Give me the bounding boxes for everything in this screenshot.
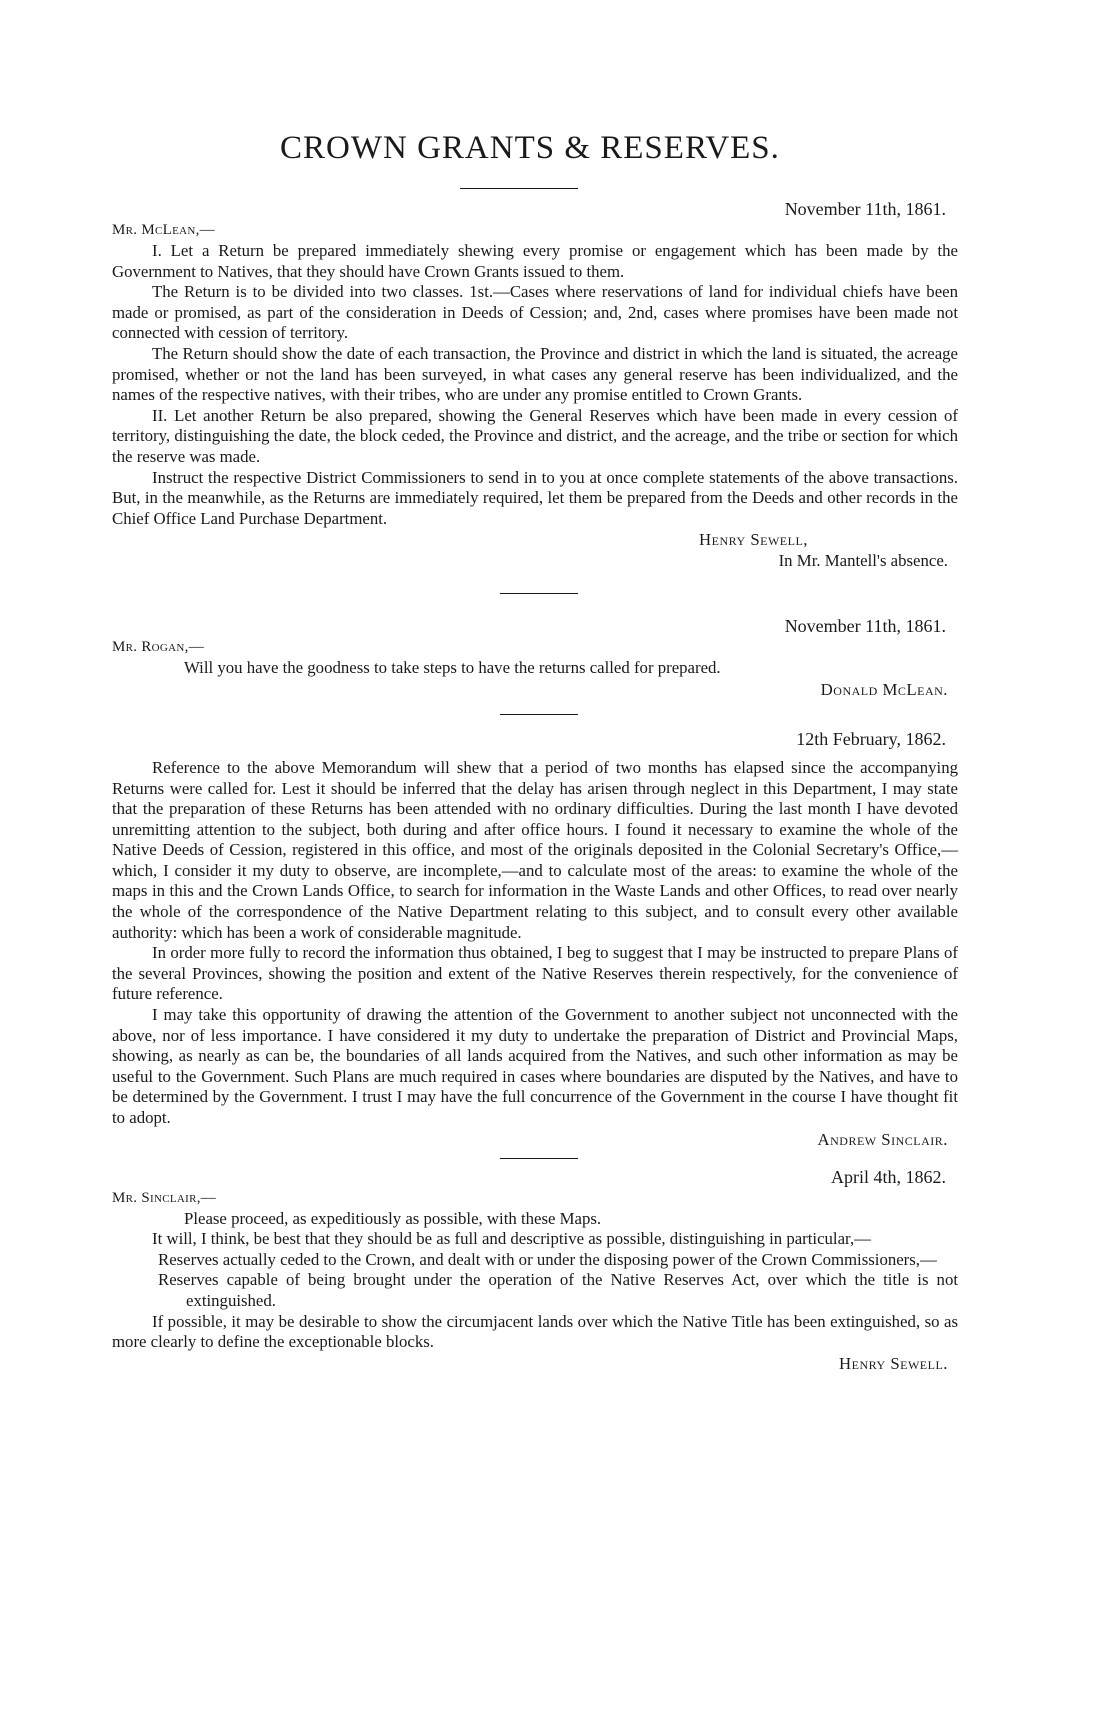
- memo-date: 12th February, 1862.: [796, 728, 946, 749]
- document-page: [112, 128, 958, 1374]
- memo-date: November 11th, 1861.: [784, 616, 946, 637]
- memo-date: April 4th, 1862.: [831, 1166, 946, 1187]
- title-divider: [460, 188, 578, 189]
- memo-addressee: Mr. Rogan,—: [112, 639, 205, 656]
- memo-signature-note: In Mr. Mantell's absence.: [778, 551, 948, 571]
- memo-paragraph: If possible, it may be desirable to show the circumjacent lands over which the Native Title has been extinguished, so as more clearly to define the exceptionable blocks.: [112, 1311, 958, 1352]
- memo-sinclair-1862: [112, 729, 958, 1150]
- memo-paragraph: It will, I think, be best that they should be as full and descriptive as possible, distinguishing in particular,—: [152, 1229, 871, 1249]
- memo-list-item: Reserves capable of being brought under the operation of the Native Reserves Act, over which the title is not extinguished.: [158, 1270, 958, 1310]
- memo-signature: Henry Sewell.: [839, 1353, 948, 1373]
- memo-mclean-1861: [112, 616, 958, 700]
- memo-paragraph: Will you have the goodness to take steps to have the returns called for prepared.: [184, 658, 721, 678]
- memo-date: November 11th, 1861.: [784, 199, 946, 219]
- memo-paragraph: Please proceed, as expeditiously as possible, with these Maps.: [184, 1208, 602, 1228]
- memo-paragraph: The Return should show the date of each transaction, the Province and district in which the land is situated, the acreage promised, whether or not the land has been surveyed, in what cases any general reserve has been individualized, and the names of the respective natives, with their tribes, who are under any promise entitled to Crown Grants.: [112, 343, 958, 405]
- memo-addressee: Mr. Sinclair,—: [112, 1189, 217, 1206]
- memo-paragraph: I. Let a Return be prepared immediately shewing every promise or engagement which has been made by the Government to Natives, that they should have Crown Grants issued to them.: [112, 241, 958, 281]
- memo-paragraph: In order more fully to record the information thus obtained, I beg to suggest that I may be instructed to prepare Plans of the several Provinces, showing the position and extent of the Native Reserves therein respectively, for the convenience of future reference.: [112, 943, 958, 1004]
- memo-list-item: Reserves actually ceded to the Crown, and dealt with or under the disposing power of the Crown Commissioners,—: [158, 1249, 937, 1269]
- memo-paragraph: I may take this opportunity of drawing the attention of the Government to another subject not unconnected with the above, nor of less importance. I have considered it my duty to undertake the preparation of District and Provincial Maps, showing, as nearly as can be, the boundaries of all lands acquired from the Natives, and such other information as may be useful to the Government. Such Plans are much required in cases where boundaries are disputed by the Natives, and have to be determined by the Government. I trust I may have the full concurrence of the Government in the course I have thought fit to adopt.: [112, 1005, 958, 1127]
- memo-paragraph: The Return is to be divided into two classes. 1st.—Cases where reservations of land for individual chiefs have been made or promised, as part of the consideration in Deeds of Cession; and, 2nd, cases where promises have been made not connected with cession of territory.: [112, 282, 958, 343]
- memo-paragraph: Reference to the above Memorandum will shew that a period of two months has elapsed since the accompanying Returns were called for. Lest it should be inferred that the delay has arisen through neglect in this Department, I may state that the preparation of these Returns has been attended with no ordinary difficulties. During the last month I have devoted unremitting attention to the subject, both during and after office hours. I found it necessary to examine the whole of the Native Deeds of Cession, registered in this office, and most of the originals deposited in the Colonial Secretary's Office,—which, I consider it my duty to observe, are incomplete,—and to calculate most of the areas: to examine the whole of the maps in this and the Crown Lands Office, to search for information in the Waste Lands and other Offices, to read over nearly the whole of the correspondence of the Native Department relating to this subject, and to consult every other available authority: which has been a work of considerable magnitude.: [112, 757, 958, 942]
- memo-signature: Donald McLean.: [820, 679, 948, 699]
- memo-sewell-1861: [112, 199, 958, 571]
- memo-signature: Henry Sewell,: [699, 530, 808, 550]
- document-title: CROWN GRANTS & RESERVES.: [280, 130, 780, 166]
- memo-paragraph: II. Let another Return be also prepared, showing the General Reserves which have been made in every cession of territory, distinguishing the date, the block ceded, the Province and district, and the acreage, and the tribe or section for which the reserve was made.: [112, 405, 958, 466]
- memo-paragraph: Instruct the respective District Commissioners to send in to you at once complete statements of the above transactions. But, in the meanwhile, as the Returns are immediately required, let them be prepared from the Deeds and other records in the Chief Office Land Purchase Department.: [112, 467, 958, 528]
- memo-addressee: Mr. McLean,—: [112, 222, 215, 238]
- memo-sewell-1862: [112, 1167, 958, 1374]
- memo-signature: Andrew Sinclair.: [817, 1129, 948, 1149]
